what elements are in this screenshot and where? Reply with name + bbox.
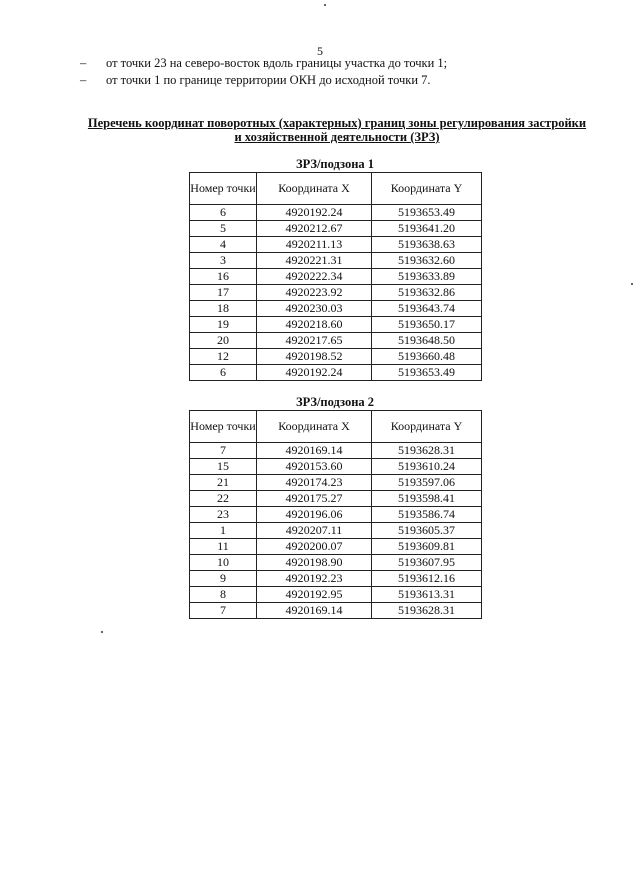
coordinate-x-cell: 4920221.31 bbox=[257, 253, 372, 269]
coordinate-y-cell: 5193632.86 bbox=[372, 285, 482, 301]
table-row bbox=[190, 333, 482, 349]
coordinate-x-cell: 4920200.07 bbox=[257, 539, 372, 555]
coordinate-y-header: Координата Y bbox=[372, 411, 482, 443]
list-item bbox=[80, 55, 447, 72]
point-number-header-text: Номер точки bbox=[190, 181, 256, 195]
subzone-2-coordinates-table bbox=[189, 410, 482, 619]
coordinate-y-cell: 5193605.37 bbox=[372, 523, 482, 539]
table-row bbox=[190, 253, 482, 269]
table-row bbox=[190, 365, 482, 381]
coordinate-y-cell: 5193632.60 bbox=[372, 253, 482, 269]
table-row bbox=[190, 237, 482, 253]
table-header-row bbox=[190, 411, 482, 443]
point-number-cell: 7 bbox=[190, 443, 257, 459]
coordinate-x-cell: 4920192.24 bbox=[257, 365, 372, 381]
point-number-cell: 7 bbox=[190, 603, 257, 619]
coordinate-y-cell: 5193610.24 bbox=[372, 459, 482, 475]
table-row bbox=[190, 539, 482, 555]
coordinate-x-cell: 4920192.23 bbox=[257, 571, 372, 587]
coordinate-x-header: Координата X bbox=[257, 173, 372, 205]
scan-speck bbox=[631, 283, 633, 285]
table-row bbox=[190, 205, 482, 221]
point-number-cell: 12 bbox=[190, 349, 257, 365]
coordinate-y-cell: 5193597.06 bbox=[372, 475, 482, 491]
coordinate-x-cell: 4920174.23 bbox=[257, 475, 372, 491]
subzone-1-rows bbox=[190, 205, 482, 381]
coordinate-y-cell: 5193633.89 bbox=[372, 269, 482, 285]
table-row bbox=[190, 587, 482, 603]
point-number-cell: 11 bbox=[190, 539, 257, 555]
coordinate-x-cell: 4920169.14 bbox=[257, 443, 372, 459]
point-number-cell: 16 bbox=[190, 269, 257, 285]
coordinate-y-cell: 5193613.31 bbox=[372, 587, 482, 603]
page-number: 5 bbox=[317, 44, 323, 58]
scan-speck bbox=[324, 4, 326, 6]
coordinate-x-cell: 4920198.90 bbox=[257, 555, 372, 571]
coordinate-y-cell: 5193648.50 bbox=[372, 333, 482, 349]
coordinate-x-cell: 4920207.11 bbox=[257, 523, 372, 539]
table-row bbox=[190, 301, 482, 317]
table-row bbox=[190, 491, 482, 507]
point-number-cell: 6 bbox=[190, 205, 257, 221]
coordinate-x-cell: 4920175.27 bbox=[257, 491, 372, 507]
list-item bbox=[80, 72, 447, 89]
table-row bbox=[190, 443, 482, 459]
coordinate-y-cell: 5193598.41 bbox=[372, 491, 482, 507]
coordinate-y-cell: 5193660.48 bbox=[372, 349, 482, 365]
heading-line-1: Перечень координат поворотных (характерных) границ зоны регулирования застройки bbox=[87, 116, 587, 130]
list-item-text: от точки 1 по границе территории ОКН до исходной точки 7. bbox=[106, 73, 431, 87]
point-number-cell: 5 bbox=[190, 221, 257, 237]
coordinate-y-cell: 5193628.31 bbox=[372, 603, 482, 619]
coordinate-y-cell: 5193609.81 bbox=[372, 539, 482, 555]
coordinate-x-header: Координата X bbox=[257, 411, 372, 443]
point-number-header bbox=[190, 173, 257, 205]
coordinate-x-cell: 4920211.13 bbox=[257, 237, 372, 253]
coordinate-x-cell: 4920230.03 bbox=[257, 301, 372, 317]
coordinate-x-cell: 4920217.65 bbox=[257, 333, 372, 349]
coordinate-y-cell: 5193653.49 bbox=[372, 365, 482, 381]
table-row bbox=[190, 459, 482, 475]
table-row bbox=[190, 349, 482, 365]
coordinate-y-cell: 5193586.74 bbox=[372, 507, 482, 523]
coordinate-y-header: Координата Y bbox=[372, 173, 482, 205]
coordinate-x-cell: 4920192.24 bbox=[257, 205, 372, 221]
dash-marker: – bbox=[80, 73, 87, 87]
subzone-1-coordinates-table bbox=[189, 172, 482, 381]
table-row bbox=[190, 555, 482, 571]
point-number-cell: 15 bbox=[190, 459, 257, 475]
point-number-cell: 20 bbox=[190, 333, 257, 349]
table-row bbox=[190, 269, 482, 285]
subzone-2-title: ЗРЗ/подзона 2 bbox=[295, 395, 375, 409]
coordinate-y-cell: 5193628.31 bbox=[372, 443, 482, 459]
point-number-cell: 17 bbox=[190, 285, 257, 301]
table-row bbox=[190, 317, 482, 333]
coordinate-x-cell: 4920169.14 bbox=[257, 603, 372, 619]
coordinate-y-cell: 5193638.63 bbox=[372, 237, 482, 253]
table-row bbox=[190, 221, 482, 237]
coordinate-x-cell: 4920196.06 bbox=[257, 507, 372, 523]
list-item-text: от точки 23 на северо-восток вдоль границы участка до точки 1; bbox=[106, 56, 448, 70]
point-number-cell: 19 bbox=[190, 317, 257, 333]
table-row bbox=[190, 475, 482, 491]
coordinate-x-cell: 4920212.67 bbox=[257, 221, 372, 237]
coordinate-y-cell: 5193641.20 bbox=[372, 221, 482, 237]
point-number-cell: 1 bbox=[190, 523, 257, 539]
point-number-header-text: Номер точки bbox=[190, 419, 256, 433]
point-number-header bbox=[190, 411, 257, 443]
dash-marker: – bbox=[80, 56, 87, 70]
table-row bbox=[190, 523, 482, 539]
point-number-cell: 4 bbox=[190, 237, 257, 253]
heading-line-2: и хозяйственной деятельности (ЗРЗ) bbox=[234, 130, 440, 144]
table-row bbox=[190, 507, 482, 523]
table-row bbox=[190, 571, 482, 587]
coordinate-x-cell: 4920153.60 bbox=[257, 459, 372, 475]
point-number-cell: 9 bbox=[190, 571, 257, 587]
section-heading bbox=[72, 116, 602, 144]
coordinate-y-cell: 5193643.74 bbox=[372, 301, 482, 317]
coordinate-x-cell: 4920222.34 bbox=[257, 269, 372, 285]
point-number-cell: 8 bbox=[190, 587, 257, 603]
point-number-cell: 23 bbox=[190, 507, 257, 523]
table-row bbox=[190, 603, 482, 619]
point-number-cell: 10 bbox=[190, 555, 257, 571]
coordinate-y-cell: 5193653.49 bbox=[372, 205, 482, 221]
coordinate-x-cell: 4920192.95 bbox=[257, 587, 372, 603]
coordinate-y-cell: 5193612.16 bbox=[372, 571, 482, 587]
point-number-cell: 18 bbox=[190, 301, 257, 317]
table-row bbox=[190, 285, 482, 301]
point-number-cell: 6 bbox=[190, 365, 257, 381]
point-number-cell: 22 bbox=[190, 491, 257, 507]
subzone-2-rows bbox=[190, 443, 482, 619]
subzone-1-title: ЗРЗ/подзона 1 bbox=[295, 157, 375, 171]
table-header-row bbox=[190, 173, 482, 205]
coordinate-y-cell: 5193650.17 bbox=[372, 317, 482, 333]
boundary-description-list bbox=[80, 55, 447, 89]
coordinate-x-cell: 4920223.92 bbox=[257, 285, 372, 301]
point-number-cell: 21 bbox=[190, 475, 257, 491]
coordinate-y-cell: 5193607.95 bbox=[372, 555, 482, 571]
scan-speck bbox=[101, 631, 103, 633]
point-number-cell: 3 bbox=[190, 253, 257, 269]
coordinate-x-cell: 4920218.60 bbox=[257, 317, 372, 333]
coordinate-x-cell: 4920198.52 bbox=[257, 349, 372, 365]
